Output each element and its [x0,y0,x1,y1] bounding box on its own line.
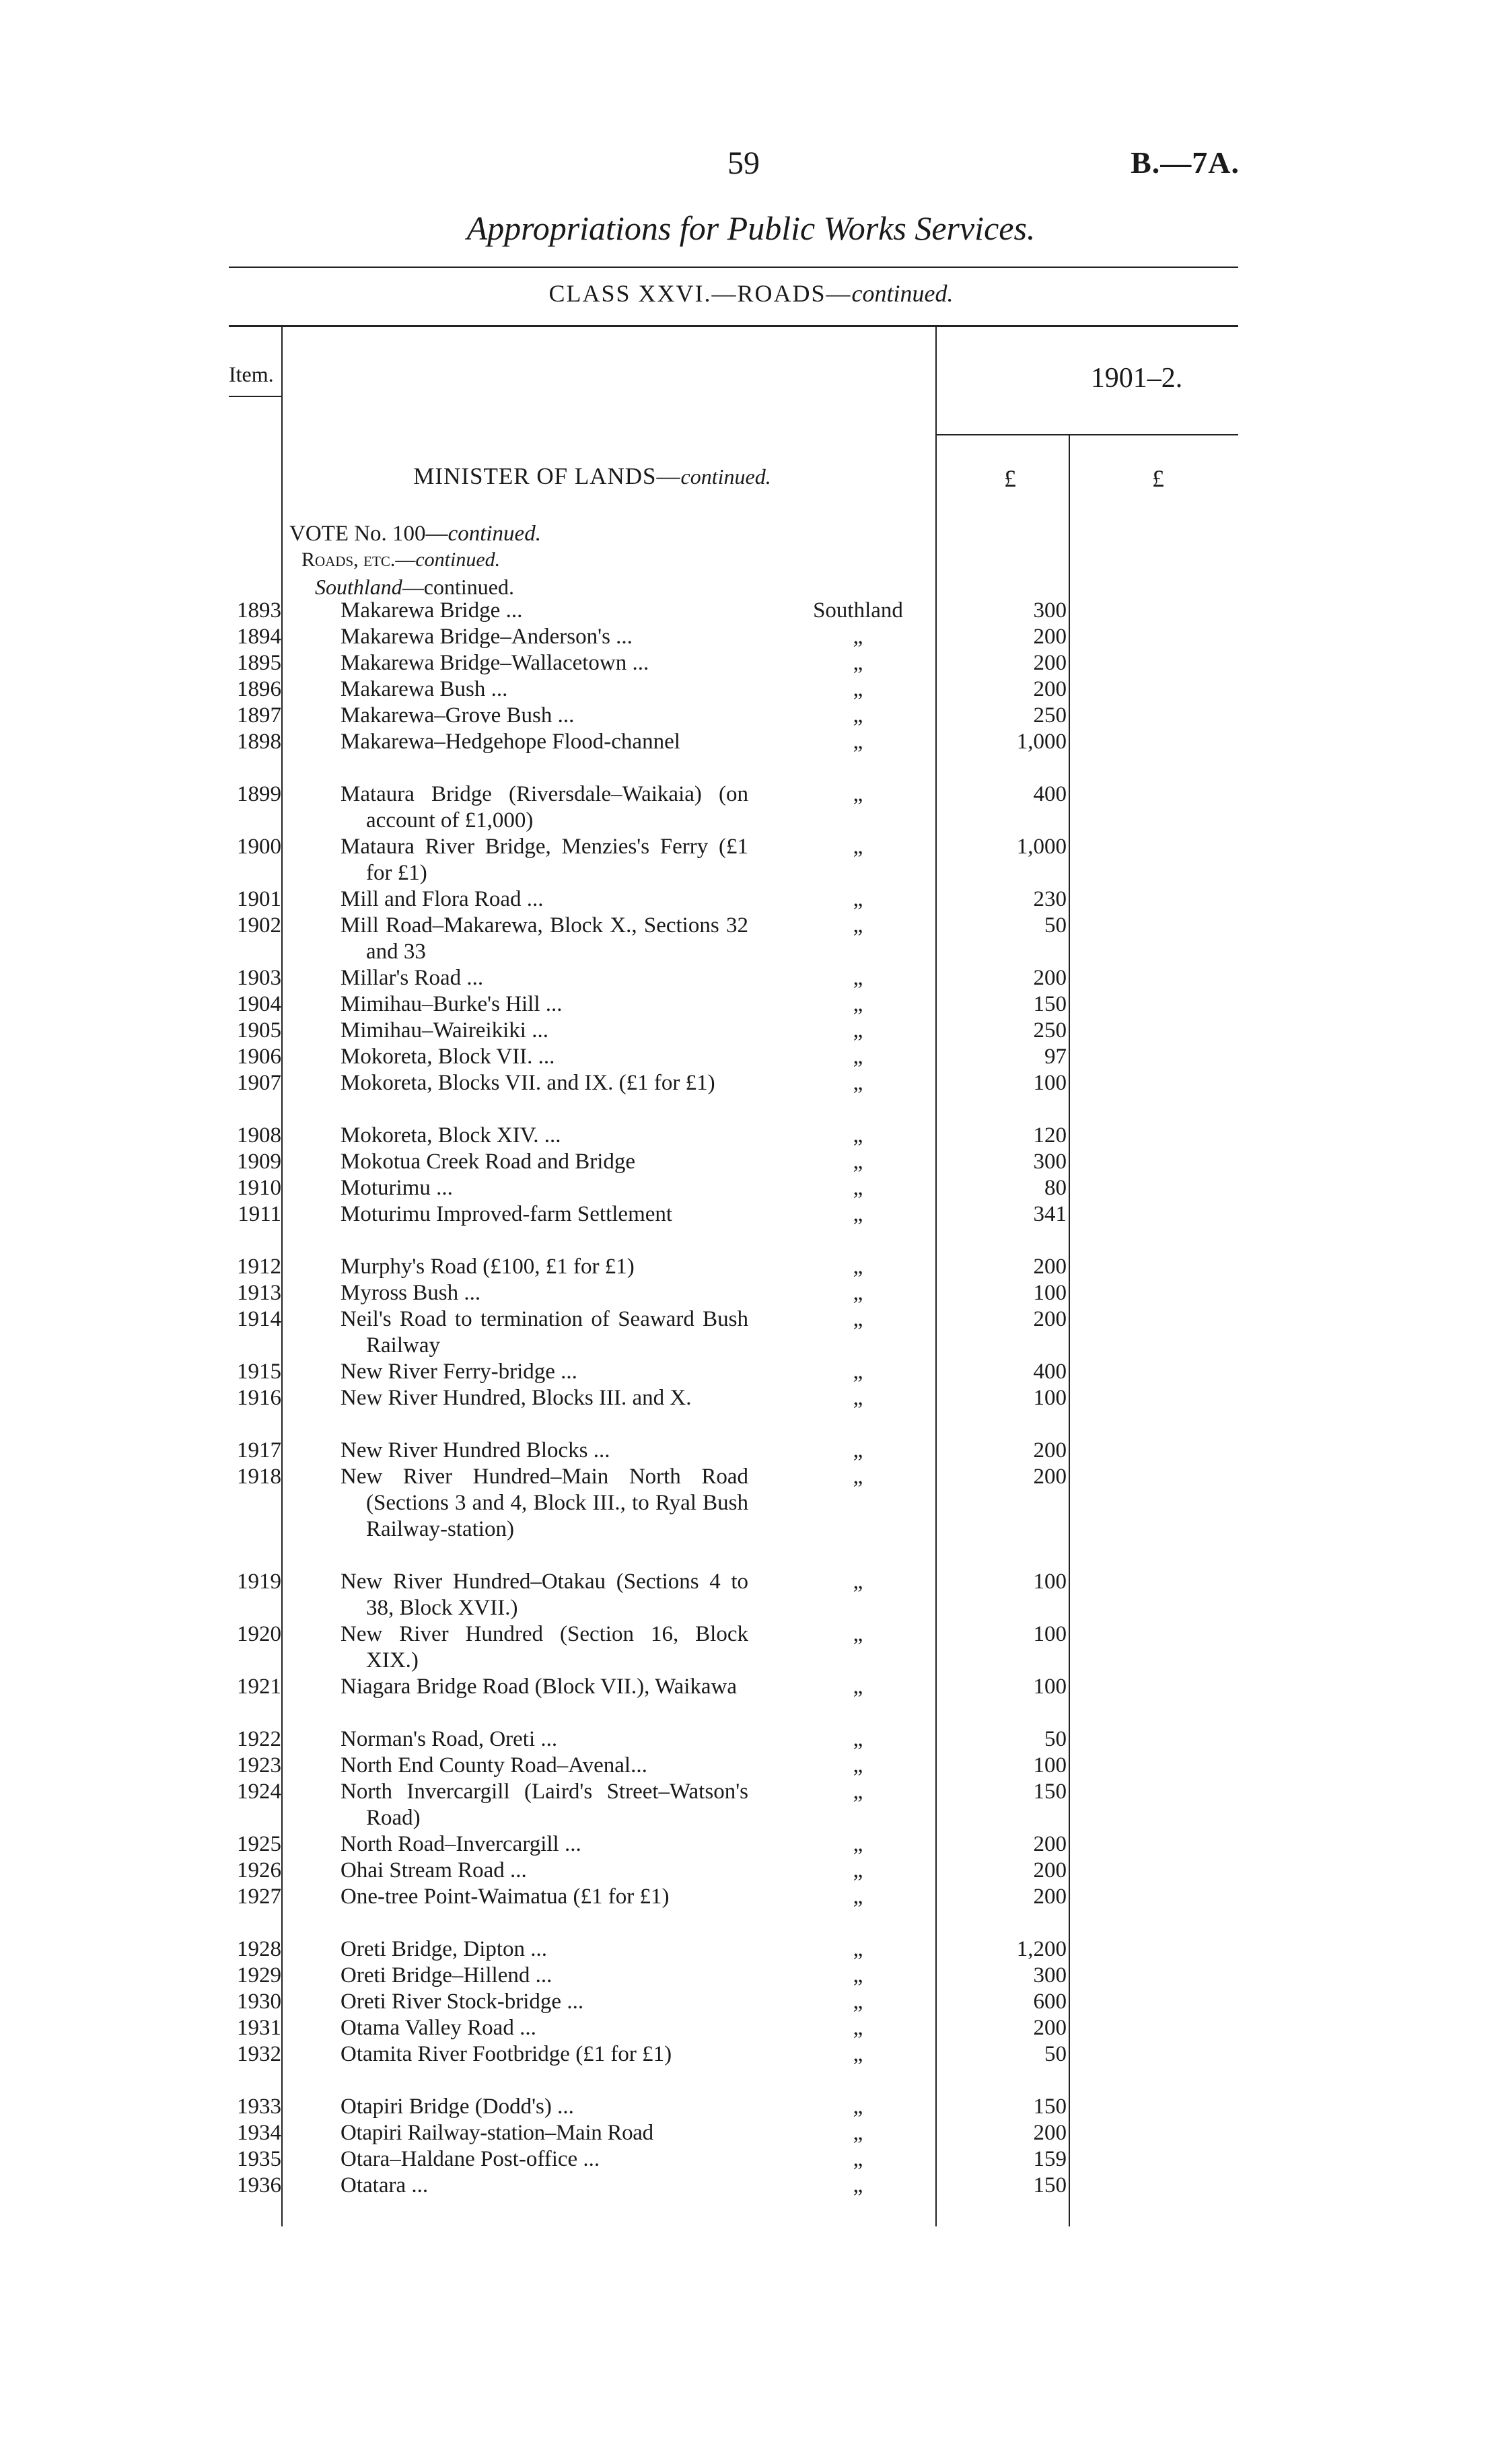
item-district: „ [853,730,863,754]
item-number: 1894 [237,625,281,649]
item-description: Oreti Bridge, Dipton ... [341,1937,548,1961]
item-district: „ [853,1570,863,1594]
item-district: „ [853,1963,863,1987]
item-amount: 120 [1033,1123,1067,1148]
item-amount: 250 [1033,703,1067,728]
district-heading [315,575,514,600]
item-district: „ [853,2016,863,2040]
item-description: North Invercargill (Laird's Street–Watson's Road) [341,1780,748,1830]
district-name: Southland [315,575,402,599]
item-amount: 100 [1033,1675,1067,1699]
item-number: 1914 [237,1307,281,1331]
item-number: 1936 [237,2173,281,2197]
item-amount: 341 [1033,1202,1067,1226]
item-district: „ [853,1465,863,1489]
item-number: 1927 [237,1885,281,1909]
item-description: Moturimu Improved-farm Settlement [341,1202,673,1226]
item-number: 1910 [237,1176,281,1200]
item-district: „ [853,703,863,728]
currency-symbol-second-column: £ [1152,465,1164,492]
item-header-rule [229,396,281,397]
item-number: 1918 [237,1465,281,1489]
document-reference: B.—7A. [1131,145,1240,180]
item-number: 1902 [237,913,281,938]
item-number: 1915 [237,1360,281,1384]
currency-symbol-first-column: £ [1004,465,1016,492]
year-header-rule [935,434,1238,435]
item-number: 1897 [237,703,281,728]
item-amount: 400 [1033,1360,1067,1384]
item-description: Mokoreta, Blocks VII. and IX. (£1 for £1) [341,1071,715,1095]
section-continued: continued. [851,280,954,307]
item-amount: 100 [1033,1753,1067,1777]
item-number: 1923 [237,1753,281,1777]
department-continued: continued. [680,464,771,489]
item-number: 1893 [237,598,281,623]
item-amount: 300 [1033,1150,1067,1174]
item-district: „ [853,1150,863,1174]
page-title: Appropriations for Public Works Services. [466,209,1036,247]
item-description: Makarewa–Hedgehope Flood-channel [341,730,680,754]
item-description: Otara–Haldane Post-office ... [341,2147,600,2171]
subhead-continued: continued. [415,549,501,571]
item-amount: 200 [1033,1307,1067,1331]
item-amount: 50 [1044,2042,1067,2066]
item-amount: 150 [1033,1780,1067,1804]
item-amount: 200 [1033,2121,1067,2145]
item-district: „ [853,1281,863,1305]
item-number: 1929 [237,1963,281,1987]
item-description: New River Ferry-bridge ... [341,1360,577,1384]
item-number: 1922 [237,1727,281,1751]
item-district: „ [853,782,863,806]
item-district: „ [853,2121,863,2145]
vote-label: VOTE No. 100— [289,522,448,546]
year-subcolumn-divider [1069,435,1070,2226]
item-description: Otapiri Railway-station–Main Road [341,2121,653,2145]
item-district: „ [853,625,863,649]
item-description: Mataura Bridge (Riversdale–Waikaia) (on account of £1,000) [341,782,748,833]
item-amount: 150 [1033,2173,1067,2197]
item-number: 1901 [237,887,281,911]
page-number: 59 [727,145,760,181]
item-district: „ [853,887,863,911]
item-description: Ohai Stream Road ... [341,1858,527,1882]
item-description: Otama Valley Road ... [341,2016,536,2040]
item-amount: 159 [1033,2147,1067,2171]
item-number: 1912 [237,1255,281,1279]
item-district: „ [853,1176,863,1200]
department-name: MINISTER OF LANDS— [413,463,681,489]
amount-column-divider [935,327,937,2226]
item-description: Makarewa Bridge–Wallacetown ... [341,651,649,675]
item-number: 1895 [237,651,281,675]
item-amount: 100 [1033,1622,1067,1646]
item-amount: 200 [1033,1885,1067,1909]
section-class: CLASS XXVI.—ROADS— [548,280,852,307]
item-district: „ [853,1937,863,1961]
item-description: Mataura River Bridge, Menzies's Ferry (£1 for £1) [341,835,748,885]
item-amount: 80 [1044,1176,1067,1200]
item-description: Makarewa Bridge–Anderson's ... [341,625,633,649]
item-description: Makarewa Bush ... [341,677,508,701]
item-district: „ [853,2095,863,2119]
item-number: 1899 [237,782,281,806]
title-rule [229,267,1238,268]
item-description: Mill and Flora Road ... [341,887,544,911]
district-continued: —continued. [402,575,514,599]
item-amount: 200 [1033,966,1067,990]
item-district: Southland [813,598,903,623]
item-description: Myross Bush ... [341,1281,481,1305]
item-amount: 200 [1033,1858,1067,1882]
item-district: „ [853,1360,863,1384]
item-description: Norman's Road, Oreti ... [341,1727,558,1751]
item-amount: 400 [1033,782,1067,806]
item-number: 1930 [237,1990,281,2014]
item-number: 1904 [237,992,281,1016]
item-number: 1905 [237,1018,281,1043]
item-number: 1896 [237,677,281,701]
item-description: Mokoreta, Block XIV. ... [341,1123,561,1148]
item-district: „ [853,1255,863,1279]
item-description: New River Hundred Blocks ... [341,1438,610,1463]
item-amount: 50 [1044,913,1067,938]
department-heading [289,463,895,490]
item-number: 1898 [237,730,281,754]
item-district: „ [853,1123,863,1148]
item-description: Millar's Road ... [341,966,484,990]
section-heading [0,279,1502,308]
item-description: New River Hundred–Main North Road (Sections 3 and 4, Block III., to Ryal Bush Railway-station) [341,1465,748,1541]
item-description: Murphy's Road (£100, £1 for £1) [341,1255,635,1279]
item-amount: 200 [1033,651,1067,675]
vote-continued: continued. [448,522,541,546]
item-district: „ [853,1071,863,1095]
item-number: 1911 [238,1202,281,1226]
item-description: Oreti River Stock-bridge ... [341,1990,584,2014]
item-description: Otatara ... [341,2173,429,2197]
item-amount: 230 [1033,887,1067,911]
item-description: One-tree Point-Waimatua (£1 for £1) [341,1885,670,1909]
item-amount: 200 [1033,1438,1067,1463]
item-description: Mimihau–Burke's Hill ... [341,992,563,1016]
item-column-divider [281,327,283,2226]
item-description: North Road–Invercargill ... [341,1832,581,1856]
item-description: Oreti Bridge–Hillend ... [341,1963,552,1987]
item-number: 1931 [237,2016,281,2040]
item-amount: 300 [1033,1963,1067,1987]
item-amount: 50 [1044,1727,1067,1751]
item-number: 1934 [237,2121,281,2145]
item-district: „ [853,835,863,859]
item-number: 1925 [237,1832,281,1856]
item-district: „ [853,1386,863,1410]
item-number: 1917 [237,1438,281,1463]
item-number: 1924 [237,1780,281,1804]
item-amount: 100 [1033,1386,1067,1410]
item-district: „ [853,2042,863,2066]
item-number: 1913 [237,1281,281,1305]
item-description: Mokotua Creek Road and Bridge [341,1150,636,1174]
item-description: Moturimu ... [341,1176,453,1200]
item-number: 1909 [237,1150,281,1174]
item-district: „ [853,1438,863,1463]
item-number: 1900 [237,835,281,859]
item-district: „ [853,966,863,990]
item-number: 1907 [237,1071,281,1095]
vote-heading [289,522,541,547]
item-number: 1926 [237,1858,281,1882]
item-district: „ [853,1780,863,1804]
item-district: „ [853,1622,863,1646]
item-description: New River Hundred–Otakau (Sections 4 to 38, Block XVII.) [341,1570,748,1620]
item-amount: 100 [1033,1071,1067,1095]
item-district: „ [853,1045,863,1069]
item-amount: 200 [1033,1465,1067,1489]
item-amount: 200 [1033,1832,1067,1856]
item-number: 1932 [237,2042,281,2066]
item-number: 1921 [237,1675,281,1699]
item-amount: 250 [1033,1018,1067,1043]
item-district: „ [853,992,863,1016]
item-amount: 200 [1033,2016,1067,2040]
item-description: New River Hundred (Section 16, Block XIX.) [341,1622,748,1673]
item-number: 1935 [237,2147,281,2171]
item-description: Otamita River Footbridge (£1 for £1) [341,2042,672,2066]
item-district: „ [853,677,863,701]
item-number: 1906 [237,1045,281,1069]
item-description: Niagara Bridge Road (Block VII.), Waikawa [341,1675,738,1699]
item-amount: 1,000 [1016,730,1067,754]
item-description: Mokoreta, Block VII. ... [341,1045,555,1069]
item-number: 1933 [237,2095,281,2119]
section-rule [229,325,1238,327]
item-district: „ [853,1753,863,1777]
item-district: „ [853,1727,863,1751]
item-district: „ [853,1018,863,1043]
item-description: Makarewa–Grove Bush ... [341,703,575,728]
item-amount: 150 [1033,2095,1067,2119]
item-district: „ [853,1202,863,1226]
item-description: Mimihau–Waireikiki ... [341,1018,548,1043]
item-district: „ [853,913,863,938]
item-district: „ [853,651,863,675]
item-number: 1920 [237,1622,281,1646]
item-district: „ [853,1858,863,1882]
item-description: New River Hundred, Blocks III. and X. [341,1386,692,1410]
item-description: Neil's Road to termination of Seaward Bush Railway [341,1307,748,1358]
item-description: Makarewa Bridge ... [341,598,523,623]
item-description: Otapiri Bridge (Dodd's) ... [341,2095,574,2119]
item-amount: 200 [1033,1255,1067,1279]
item-number: 1919 [237,1570,281,1594]
item-amount: 600 [1033,1990,1067,2014]
subhead-label: Roads, etc.— [301,549,416,571]
item-column-header: Item. [229,362,274,386]
item-amount: 1,000 [1016,835,1067,859]
item-number: 1903 [237,966,281,990]
item-description: North End County Road–Avenal... [341,1753,647,1777]
item-district: „ [853,2147,863,2171]
item-amount: 100 [1033,1281,1067,1305]
item-amount: 1,200 [1016,1937,1067,1961]
item-amount: 97 [1044,1045,1067,1069]
item-district: „ [853,1307,863,1331]
item-number: 1908 [237,1123,281,1148]
item-district: „ [853,1675,863,1699]
item-description: Mill Road–Makarewa, Block X., Sections 32 and 33 [341,913,748,964]
year-column-header: 1901–2. [1090,363,1183,394]
item-district: „ [853,1885,863,1909]
item-number: 1928 [237,1937,281,1961]
item-district: „ [853,1832,863,1856]
item-district: „ [853,1990,863,2014]
item-amount: 200 [1033,625,1067,649]
item-amount: 150 [1033,992,1067,1016]
item-amount: 100 [1033,1570,1067,1594]
item-amount: 300 [1033,598,1067,623]
item-number: 1916 [237,1386,281,1410]
item-amount: 200 [1033,677,1067,701]
subhead-heading [301,549,500,571]
item-district: „ [853,2173,863,2197]
